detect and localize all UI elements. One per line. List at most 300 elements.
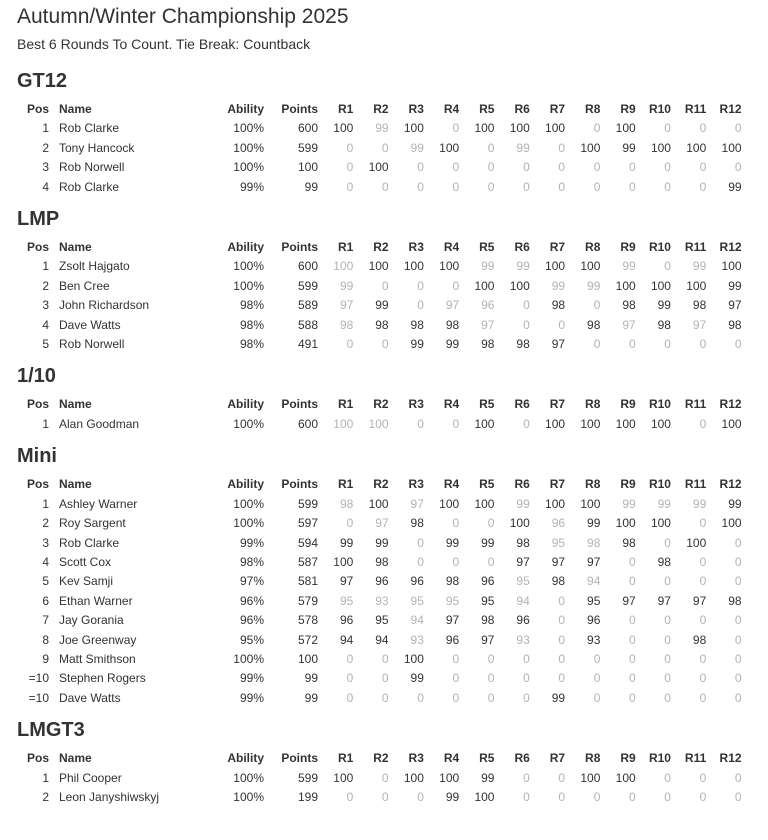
table-header-row — [19, 395, 742, 414]
round-score-cell: 97 — [692, 593, 707, 608]
round-score-cell: 99 — [516, 496, 530, 511]
column-header: Pos — [26, 751, 49, 766]
round-score-cell: 0 — [558, 671, 566, 686]
round-score-cell: 0 — [452, 671, 460, 686]
round-score-cell: 0 — [628, 337, 636, 352]
column-header: Pos — [26, 102, 49, 116]
column-header: R7 — [549, 102, 566, 116]
round-score-cell: 0 — [346, 160, 354, 175]
position-cell: 2 — [42, 278, 49, 293]
class-list — [17, 68, 768, 807]
column-header: R9 — [620, 751, 636, 766]
round-score-cell: 100 — [580, 140, 601, 155]
column-header: R2 — [373, 477, 389, 492]
results-table — [19, 238, 742, 354]
ability-cell: 97% — [239, 574, 264, 589]
round-score-cell: 0 — [734, 160, 742, 175]
round-score-cell: 100 — [580, 259, 601, 274]
round-score-cell: 95 — [339, 593, 354, 608]
round-score-cell: 0 — [487, 651, 495, 666]
position-cell: 3 — [42, 298, 49, 313]
column-header: R11 — [684, 477, 707, 492]
points-cell: 100 — [297, 651, 318, 666]
round-score-cell: 100 — [474, 121, 495, 136]
column-header: R4 — [443, 397, 460, 412]
driver-name-cell: Ashley Warner — [59, 496, 138, 511]
round-score-cell: 97 — [339, 298, 354, 313]
round-score-cell: 0 — [381, 690, 389, 705]
round-score-cell: 0 — [381, 789, 389, 804]
round-score-cell: 0 — [523, 416, 530, 431]
driver-name-cell: Ethan Warner — [59, 593, 133, 608]
position-cell: 9 — [42, 651, 49, 666]
table-row — [19, 296, 742, 315]
round-score-cell: 100 — [509, 516, 530, 531]
round-score-cell: 98 — [551, 298, 566, 313]
table-row — [19, 553, 742, 572]
table-header-row — [19, 749, 742, 768]
round-score-cell: 98 — [375, 554, 389, 569]
column-header: R1 — [337, 102, 354, 116]
round-score-cell: 93 — [375, 593, 389, 608]
round-score-cell: 0 — [664, 259, 671, 274]
round-score-cell: 100 — [403, 121, 424, 136]
round-score-cell: 100 — [474, 789, 495, 804]
round-score-cell: 94 — [410, 613, 424, 628]
driver-name-cell: Alan Goodman — [59, 416, 140, 431]
driver-name-cell: Scott Cox — [59, 554, 112, 569]
column-header: R2 — [373, 397, 389, 412]
round-score-cell: 0 — [699, 179, 707, 194]
round-score-cell: 0 — [699, 789, 707, 804]
round-score-cell: 0 — [593, 789, 601, 804]
column-header: R6 — [514, 751, 530, 766]
round-score-cell: 0 — [699, 574, 707, 589]
round-score-cell: 98 — [516, 337, 530, 352]
points-cell: 100 — [297, 160, 318, 175]
round-score-cell: 100 — [615, 770, 636, 785]
round-score-cell: 0 — [523, 690, 530, 705]
column-header: R10 — [648, 397, 671, 412]
table-row — [19, 534, 742, 553]
ability-cell: 98% — [239, 298, 264, 313]
position-cell: 1 — [42, 770, 49, 785]
column-header: R12 — [719, 477, 742, 492]
round-score-cell: 98 — [445, 317, 460, 332]
driver-name-cell: Rob Clarke — [59, 535, 120, 550]
results-table — [19, 395, 742, 434]
round-score-cell: 95 — [481, 593, 495, 608]
round-score-cell: 98 — [445, 574, 460, 589]
ability-cell: 100% — [233, 496, 264, 511]
column-header: R10 — [648, 240, 671, 255]
ability-cell: 100% — [233, 789, 264, 804]
round-score-cell: 94 — [587, 574, 601, 589]
round-score-cell: 0 — [699, 516, 707, 531]
class-title: LMGT3 — [17, 719, 85, 742]
round-score-cell: 96 — [375, 574, 389, 589]
table-row — [19, 139, 742, 158]
table-row — [19, 514, 742, 533]
ability-cell: 100% — [233, 140, 264, 155]
column-header: R12 — [719, 751, 742, 766]
position-cell: 3 — [42, 160, 49, 175]
round-score-cell: 93 — [587, 632, 601, 647]
table-row — [19, 158, 742, 177]
round-score-cell: 100 — [580, 416, 601, 431]
column-header: R5 — [479, 477, 495, 492]
round-score-cell: 0 — [699, 651, 707, 666]
round-score-cell: 0 — [487, 554, 495, 569]
table-row — [19, 495, 742, 514]
round-score-cell: 100 — [403, 651, 424, 666]
round-score-cell: 99 — [657, 298, 671, 313]
column-header: R12 — [719, 240, 742, 255]
round-score-cell: 97 — [622, 317, 636, 332]
round-score-cell: 100 — [545, 121, 566, 136]
round-score-cell: 0 — [734, 690, 742, 705]
round-score-cell: 98 — [410, 317, 424, 332]
ability-cell: 96% — [239, 593, 264, 608]
position-cell: 5 — [42, 337, 49, 352]
ability-cell: 98% — [239, 337, 264, 352]
round-score-cell: 99 — [481, 770, 495, 785]
table-header-row — [19, 475, 742, 494]
round-score-cell: 0 — [523, 789, 530, 804]
table-row — [19, 335, 742, 354]
round-score-cell: 99 — [481, 259, 495, 274]
round-score-cell: 0 — [664, 613, 671, 628]
round-score-cell: 0 — [734, 671, 742, 686]
round-score-cell: 98 — [728, 317, 742, 332]
round-score-cell: 98 — [375, 317, 389, 332]
round-score-cell: 0 — [346, 516, 354, 531]
round-score-cell: 0 — [664, 179, 671, 194]
round-score-cell: 100 — [615, 121, 636, 136]
round-score-cell: 96 — [481, 298, 495, 313]
points-cell: 572 — [297, 632, 318, 647]
round-score-cell: 100 — [545, 259, 566, 274]
round-score-cell: 98 — [410, 516, 424, 531]
round-score-cell: 0 — [452, 516, 460, 531]
column-header: R4 — [443, 240, 460, 255]
table-row — [19, 650, 742, 669]
round-score-cell: 100 — [650, 278, 671, 293]
round-score-cell: 100 — [474, 278, 495, 293]
class-title: 1/10 — [17, 365, 56, 388]
round-score-cell: 100 — [333, 121, 354, 136]
column-header: R1 — [337, 751, 354, 766]
column-header: R1 — [337, 477, 354, 492]
round-score-cell: 99 — [410, 337, 424, 352]
round-score-cell: 99 — [622, 259, 636, 274]
ability-cell: 100% — [233, 651, 264, 666]
points-cell: 599 — [297, 140, 318, 155]
round-score-cell: 0 — [664, 770, 671, 785]
round-score-cell: 99 — [410, 140, 424, 155]
round-score-cell: 100 — [686, 140, 707, 155]
round-score-cell: 97 — [657, 593, 671, 608]
round-score-cell: 0 — [417, 278, 424, 293]
column-header: Ability — [227, 477, 264, 492]
round-score-cell: 0 — [664, 671, 671, 686]
round-score-cell: 97 — [445, 298, 460, 313]
round-score-cell: 100 — [615, 516, 636, 531]
column-header: R6 — [514, 397, 530, 412]
class-title: LMP — [17, 208, 60, 231]
class-section — [17, 206, 768, 354]
class-title: Mini — [17, 445, 57, 468]
round-score-cell: 100 — [333, 770, 354, 785]
column-header: R8 — [585, 397, 601, 412]
round-score-cell: 100 — [650, 416, 671, 431]
round-score-cell: 0 — [699, 671, 707, 686]
round-score-cell: 94 — [375, 632, 389, 647]
round-score-cell: 100 — [439, 770, 460, 785]
position-cell: 8 — [42, 632, 49, 647]
round-score-cell: 0 — [381, 671, 389, 686]
column-header: R9 — [620, 477, 636, 492]
round-score-cell: 0 — [699, 121, 707, 136]
page-subtitle: Best 6 Rounds To Count. Tie Break: Countback — [17, 36, 311, 52]
round-score-cell: 99 — [692, 496, 707, 511]
round-score-cell: 100 — [721, 140, 742, 155]
column-header: R2 — [373, 751, 389, 766]
ability-cell: 98% — [239, 554, 264, 569]
round-score-cell: 94 — [339, 632, 354, 647]
round-score-cell: 0 — [628, 574, 636, 589]
round-score-cell: 100 — [721, 259, 742, 274]
ability-cell: 98% — [239, 317, 264, 332]
round-score-cell: 100 — [580, 496, 601, 511]
position-cell: 1 — [42, 259, 49, 274]
round-score-cell: 0 — [664, 690, 671, 705]
round-score-cell: 0 — [628, 179, 636, 194]
round-score-cell: 0 — [523, 770, 530, 785]
round-score-cell: 0 — [452, 278, 460, 293]
column-header: Pos — [26, 477, 49, 492]
table-row — [19, 572, 742, 591]
round-score-cell: 98 — [587, 317, 601, 332]
column-header: Name — [59, 477, 92, 492]
table-row — [19, 689, 742, 708]
driver-name-cell: John Richardson — [59, 298, 150, 313]
round-score-cell: 98 — [657, 317, 671, 332]
points-cell: 579 — [297, 593, 318, 608]
round-score-cell: 0 — [487, 179, 495, 194]
position-cell: 1 — [42, 496, 49, 511]
class-section — [17, 68, 768, 197]
round-score-cell: 0 — [346, 671, 354, 686]
round-score-cell: 97 — [622, 593, 636, 608]
column-header: Ability — [227, 751, 264, 766]
column-header: Pos — [26, 240, 49, 255]
round-score-cell: 0 — [523, 298, 530, 313]
column-header: R7 — [549, 751, 566, 766]
class-section — [17, 443, 768, 708]
position-cell: 2 — [42, 789, 49, 804]
column-header: R12 — [719, 397, 742, 412]
round-score-cell: 99 — [551, 690, 566, 705]
round-score-cell: 0 — [558, 179, 566, 194]
round-score-cell: 0 — [558, 160, 566, 175]
column-header: R8 — [585, 240, 601, 255]
points-cell: 599 — [297, 770, 318, 785]
round-score-cell: 0 — [734, 121, 742, 136]
round-score-cell: 93 — [516, 632, 530, 647]
column-header: R5 — [479, 751, 495, 766]
round-score-cell: 100 — [439, 140, 460, 155]
points-cell: 600 — [297, 259, 318, 274]
column-header: R8 — [585, 102, 601, 116]
round-score-cell: 0 — [558, 632, 566, 647]
position-cell: 4 — [42, 317, 49, 332]
points-cell: 99 — [304, 690, 318, 705]
round-score-cell: 0 — [734, 770, 742, 785]
round-score-cell: 0 — [558, 789, 566, 804]
round-score-cell: 0 — [628, 632, 636, 647]
round-score-cell: 0 — [628, 613, 636, 628]
round-score-cell: 0 — [593, 690, 601, 705]
table-row — [19, 119, 742, 138]
round-score-cell: 0 — [664, 632, 671, 647]
driver-name-cell: Rob Norwell — [59, 337, 125, 352]
round-score-cell: 95 — [410, 593, 424, 608]
driver-name-cell: Tony Hancock — [59, 140, 135, 155]
round-score-cell: 98 — [481, 613, 495, 628]
round-score-cell: 0 — [664, 574, 671, 589]
points-cell: 578 — [297, 613, 318, 628]
driver-name-cell: Rob Norwell — [59, 160, 125, 175]
round-score-cell: 99 — [622, 496, 636, 511]
round-score-cell: 0 — [593, 179, 601, 194]
round-score-cell: 0 — [734, 337, 742, 352]
round-score-cell: 0 — [487, 671, 495, 686]
round-score-cell: 0 — [346, 140, 354, 155]
position-cell: =10 — [28, 690, 49, 705]
position-cell: 1 — [42, 121, 49, 136]
round-score-cell: 100 — [650, 516, 671, 531]
round-score-cell: 98 — [622, 535, 636, 550]
column-header: R10 — [648, 102, 671, 116]
driver-name-cell: Joe Greenway — [59, 632, 137, 647]
column-header: Name — [59, 102, 92, 116]
round-score-cell: 100 — [650, 140, 671, 155]
round-score-cell: 95 — [375, 613, 389, 628]
column-header: R5 — [479, 240, 495, 255]
round-score-cell: 0 — [734, 651, 742, 666]
round-score-cell: 99 — [587, 278, 601, 293]
round-score-cell: 100 — [686, 278, 707, 293]
round-score-cell: 0 — [346, 651, 354, 666]
round-score-cell: 100 — [403, 770, 424, 785]
column-header: R9 — [620, 397, 636, 412]
round-score-cell: 99 — [728, 278, 742, 293]
driver-name-cell: Roy Sargent — [59, 516, 126, 531]
ability-cell: 100% — [233, 416, 264, 431]
class-title: GT12 — [17, 70, 68, 92]
column-header: Points — [281, 477, 318, 492]
column-header: Points — [281, 240, 318, 255]
round-score-cell: 98 — [339, 317, 354, 332]
position-cell: 1 — [42, 416, 49, 431]
ability-cell: 100% — [233, 770, 264, 785]
round-score-cell: 96 — [516, 613, 530, 628]
round-score-cell: 98 — [551, 574, 566, 589]
column-header: R12 — [719, 102, 742, 116]
round-score-cell: 0 — [487, 160, 495, 175]
round-score-cell: 0 — [699, 416, 707, 431]
driver-name-cell: Dave Watts — [59, 690, 121, 705]
ability-cell: 96% — [239, 613, 264, 628]
round-score-cell: 0 — [593, 337, 601, 352]
column-header: R6 — [514, 240, 530, 255]
column-header: R3 — [408, 102, 424, 116]
round-score-cell: 0 — [734, 632, 742, 647]
round-score-cell: 0 — [523, 160, 530, 175]
round-score-cell: 0 — [699, 337, 707, 352]
round-score-cell: 0 — [593, 651, 601, 666]
ability-cell: 100% — [233, 259, 264, 274]
round-score-cell: 0 — [346, 179, 354, 194]
column-header: Name — [59, 751, 92, 766]
round-score-cell: 0 — [558, 770, 566, 785]
round-score-cell: 0 — [699, 160, 707, 175]
round-score-cell: 100 — [368, 496, 389, 511]
column-header: R7 — [549, 240, 566, 255]
round-score-cell: 96 — [551, 516, 566, 531]
round-score-cell: 100 — [403, 259, 424, 274]
round-score-cell: 99 — [375, 121, 389, 136]
round-score-cell: 99 — [551, 278, 566, 293]
results-table — [19, 100, 742, 197]
points-cell: 199 — [297, 789, 318, 804]
points-cell: 588 — [297, 317, 318, 332]
points-cell: 581 — [297, 574, 318, 589]
round-score-cell: 99 — [657, 496, 671, 511]
round-score-cell: 97 — [692, 317, 707, 332]
round-score-cell: 93 — [410, 632, 424, 647]
round-score-cell: 0 — [452, 121, 460, 136]
column-header: R4 — [443, 102, 460, 116]
column-header: R8 — [585, 751, 601, 766]
table-header-row — [19, 100, 742, 119]
table-row — [19, 257, 742, 276]
results-table — [19, 749, 742, 807]
round-score-cell: 0 — [381, 651, 389, 666]
ability-cell: 99% — [239, 671, 264, 686]
points-cell: 594 — [297, 535, 318, 550]
round-score-cell: 0 — [734, 613, 742, 628]
column-header: R4 — [443, 751, 460, 766]
position-cell: 3 — [42, 535, 49, 550]
ability-cell: 100% — [233, 160, 264, 175]
column-header: Ability — [227, 102, 264, 116]
column-header: R7 — [549, 397, 566, 412]
driver-name-cell: Kev Samji — [59, 574, 114, 589]
round-score-cell: 99 — [728, 179, 742, 194]
round-score-cell: 0 — [452, 416, 460, 431]
round-score-cell: 0 — [381, 140, 389, 155]
round-score-cell: 0 — [593, 298, 601, 313]
column-header: R3 — [408, 751, 424, 766]
ability-cell: 100% — [233, 121, 264, 136]
column-header: R4 — [443, 477, 460, 492]
round-score-cell: 97 — [375, 516, 389, 531]
table-row — [19, 669, 742, 688]
round-score-cell: 0 — [664, 121, 671, 136]
round-score-cell: 0 — [699, 613, 707, 628]
